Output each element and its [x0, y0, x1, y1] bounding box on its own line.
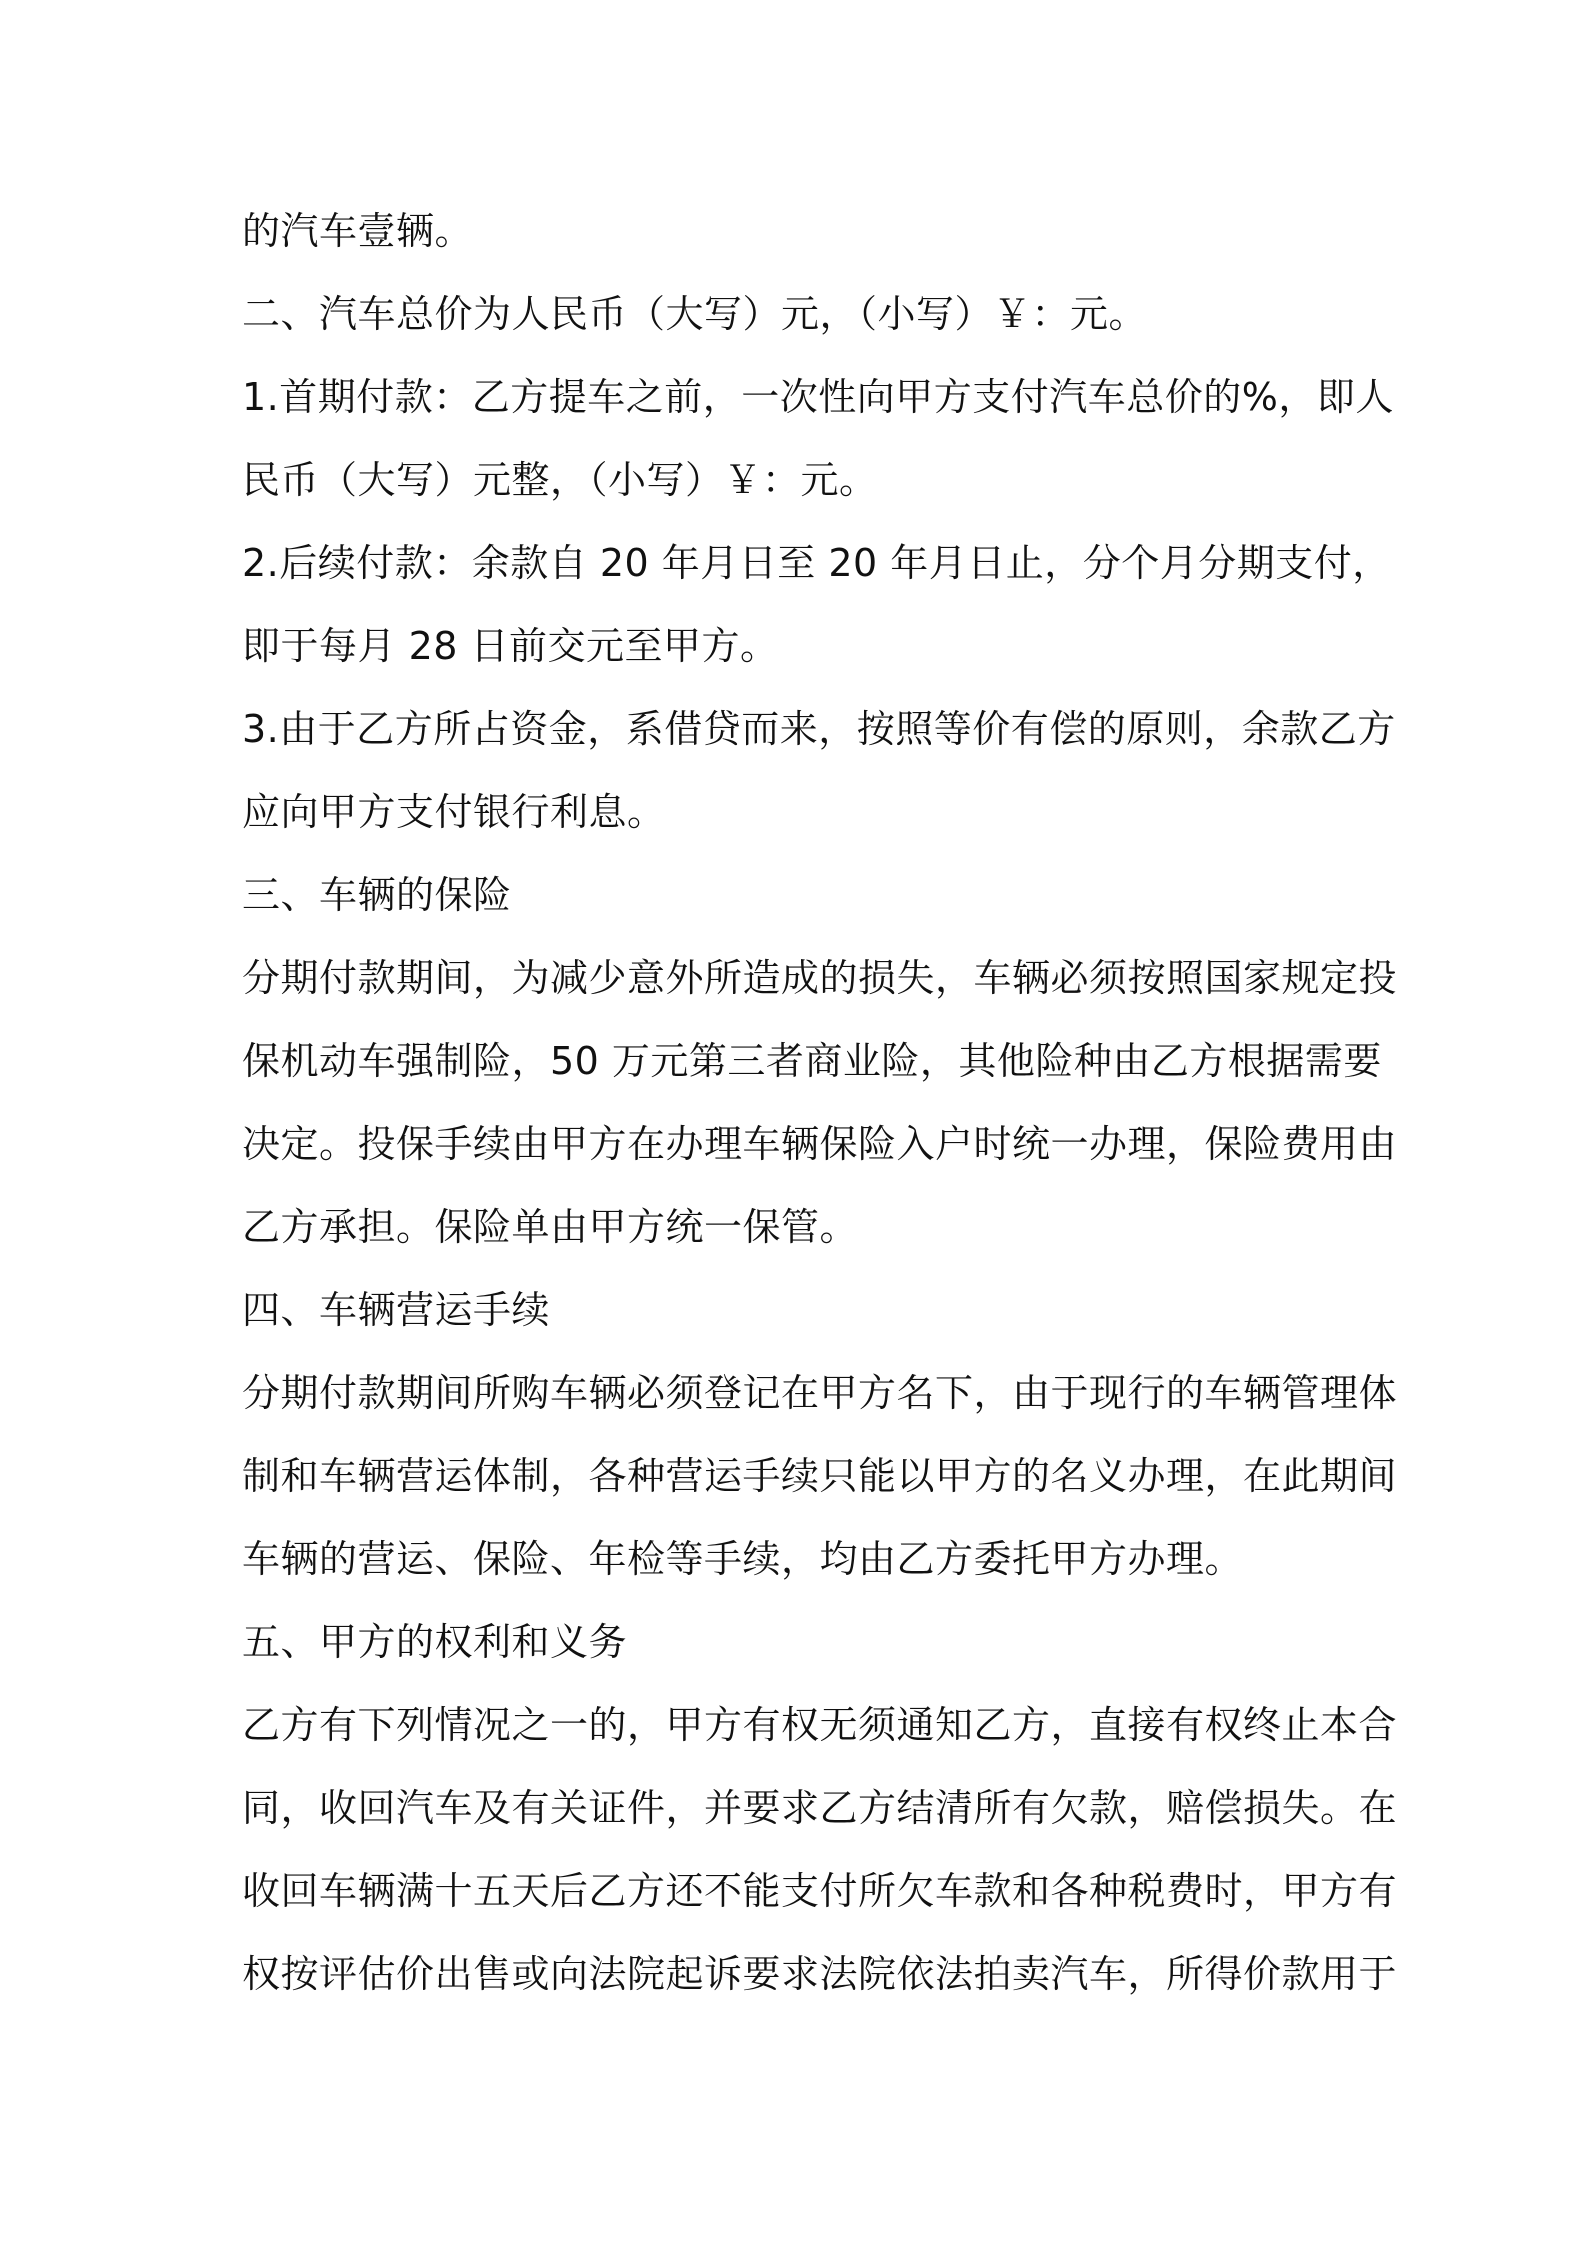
text-line: 乙方有下列情况之一的，甲方有权无须通知乙方，直接有权终止本合: [242, 1703, 1398, 1747]
text-line: 民币（大写）元整，（小写）￥：元。: [242, 458, 878, 502]
text-line: 的汽车壹辆。: [242, 209, 474, 253]
section-heading-operation: 四、车辆营运手续: [242, 1288, 551, 1332]
text-line: 同，收回汽车及有关证件，并要求乙方结清所有欠款，赔偿损失。在: [242, 1786, 1398, 1830]
section-heading-price: 二、汽车总价为人民币（大写）元，（小写）￥：元。: [242, 292, 1148, 336]
text-line: 乙方承担。保险单由甲方统一保管。: [242, 1205, 859, 1249]
text-line: 应向甲方支付银行利息。: [242, 790, 666, 834]
text-line: 权按评估价出售或向法院起诉要求法院依法拍卖汽车，所得价款用于: [242, 1952, 1398, 1996]
text-line: 制和车辆营运体制，各种营运手续只能以甲方的名义办理，在此期间: [242, 1454, 1398, 1498]
text-line: 车辆的营运、保险、年检等手续，均由乙方委托甲方办理。: [242, 1537, 1244, 1581]
document-body: [242, 190, 1398, 2016]
section-heading-insurance: 三、车辆的保险: [242, 873, 512, 917]
text-line: 即于每月 28 日前交元至甲方。: [242, 624, 779, 668]
section-heading-rights: 五、甲方的权利和义务: [242, 1620, 628, 1664]
text-line: 2.后续付款：余款自 20 年月日至 20 年月日止，分个月分期支付，: [242, 541, 1391, 585]
text-line: 分期付款期间所购车辆必须登记在甲方名下，由于现行的车辆管理体: [242, 1371, 1398, 1415]
text-line: 决定。投保手续由甲方在办理车辆保险入户时统一办理，保险费用由: [242, 1122, 1398, 1166]
text-line: 3.由于乙方所占资金，系借贷而来，按照等价有偿的原则，余款乙方: [242, 707, 1396, 751]
text-line: 保机动车强制险，50 万元第三者商业险，其他险种由乙方根据需要: [242, 1039, 1382, 1083]
text-line: 收回车辆满十五天后乙方还不能支付所欠车款和各种税费时，甲方有: [242, 1869, 1398, 1913]
text-line: 分期付款期间，为减少意外所造成的损失，车辆必须按照国家规定投: [242, 956, 1398, 1000]
text-line: 1.首期付款：乙方提车之前，一次性向甲方支付汽车总价的%，即人: [242, 375, 1394, 419]
